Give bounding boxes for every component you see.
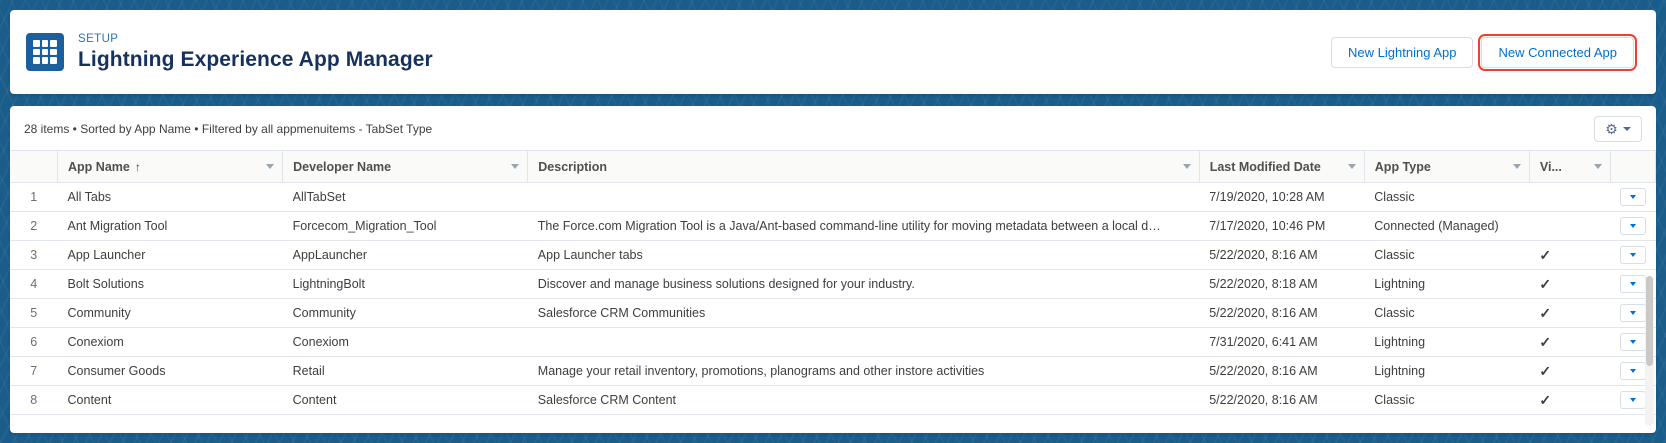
table-row[interactable] xyxy=(10,270,1656,299)
table-row[interactable] xyxy=(10,386,1656,415)
sort-ascending-icon: ↑ xyxy=(134,159,141,174)
cell-app-name: App Launcher xyxy=(58,241,283,270)
cell-visible xyxy=(1529,357,1610,386)
cell-row-actions xyxy=(1610,212,1655,241)
cell-last-modified-date: 5/22/2020, 8:18 AM xyxy=(1199,270,1364,299)
check-icon: ✓ xyxy=(1539,275,1552,292)
chevron-down-icon[interactable] xyxy=(511,164,519,169)
chevron-down-icon[interactable] xyxy=(1183,164,1191,169)
cell-description: Salesforce CRM Content xyxy=(528,386,1199,415)
cell-visible xyxy=(1529,299,1610,328)
cell-last-modified-date: 5/22/2020, 8:16 AM xyxy=(1199,299,1364,328)
cell-visible xyxy=(1529,328,1610,357)
column-header-row-number xyxy=(10,151,58,183)
column-header-developer-name-label: Developer Name xyxy=(293,159,392,174)
column-header-visible[interactable] xyxy=(1529,151,1610,183)
header-titles xyxy=(78,33,433,72)
gear-icon: ⚙ xyxy=(1605,121,1618,137)
new-connected-app-button[interactable]: New Connected App xyxy=(1481,37,1634,68)
cell-description: Discover and manage business solutions designed for your industry. xyxy=(528,270,1199,299)
chevron-down-icon xyxy=(1630,398,1636,402)
cell-description: App Launcher tabs xyxy=(528,241,1199,270)
cell-row-actions xyxy=(1610,183,1655,212)
cell-app-name: All Tabs xyxy=(58,183,283,212)
row-actions-button[interactable] xyxy=(1620,391,1646,409)
cell-visible xyxy=(1529,241,1610,270)
cell-app-type: Classic xyxy=(1364,241,1529,270)
chevron-down-icon xyxy=(1630,311,1636,315)
cell-description: Salesforce CRM Communities xyxy=(528,299,1199,328)
chevron-down-icon[interactable] xyxy=(1594,164,1602,169)
chevron-down-icon[interactable] xyxy=(1348,164,1356,169)
check-icon: ✓ xyxy=(1539,246,1552,263)
cell-developer-name: Content xyxy=(283,386,528,415)
table-header xyxy=(10,151,1656,183)
cell-description: The Force.com Migration Tool is a Java/Ant-based command-line utility for moving metadata between a local d… xyxy=(528,212,1199,241)
row-number: 5 xyxy=(10,299,58,328)
cell-visible xyxy=(1529,270,1610,299)
chevron-down-icon xyxy=(1623,127,1631,131)
cell-last-modified-date: 5/22/2020, 8:16 AM xyxy=(1199,357,1364,386)
cell-app-type: Classic xyxy=(1364,386,1529,415)
chevron-down-icon xyxy=(1630,369,1636,373)
column-header-row-actions xyxy=(1610,151,1655,183)
app-table xyxy=(10,150,1656,415)
cell-developer-name: AllTabSet xyxy=(283,183,528,212)
list-meta-text: 28 items • Sorted by App Name • Filtered by all appmenuitems - TabSet Type xyxy=(24,122,433,136)
column-header-app-name-label: App Name xyxy=(68,159,130,174)
cell-description: Manage your retail inventory, promotions, planograms and other instore activities xyxy=(528,357,1199,386)
table-row[interactable] xyxy=(10,212,1656,241)
cell-last-modified-date: 7/31/2020, 6:41 AM xyxy=(1199,328,1364,357)
chevron-down-icon[interactable] xyxy=(1513,164,1521,169)
row-number: 3 xyxy=(10,241,58,270)
cell-developer-name: Community xyxy=(283,299,528,328)
column-header-description[interactable] xyxy=(528,151,1199,183)
cell-app-name: Community xyxy=(58,299,283,328)
row-actions-button[interactable] xyxy=(1620,188,1646,206)
cell-app-name: Consumer Goods xyxy=(58,357,283,386)
table-row[interactable] xyxy=(10,328,1656,357)
chevron-down-icon xyxy=(1630,340,1636,344)
check-icon: ✓ xyxy=(1539,304,1552,321)
cell-app-name: Ant Migration Tool xyxy=(58,212,283,241)
cell-last-modified-date: 7/17/2020, 10:46 PM xyxy=(1199,212,1364,241)
row-actions-button[interactable] xyxy=(1620,275,1646,293)
cell-row-actions xyxy=(1610,241,1655,270)
row-number: 8 xyxy=(10,386,58,415)
row-number: 6 xyxy=(10,328,58,357)
cell-app-type: Lightning xyxy=(1364,270,1529,299)
cell-visible xyxy=(1529,183,1610,212)
column-header-developer-name[interactable] xyxy=(283,151,528,183)
row-number: 2 xyxy=(10,212,58,241)
cell-description xyxy=(528,183,1199,212)
cell-developer-name: Retail xyxy=(283,357,528,386)
new-lightning-app-button[interactable]: New Lightning App xyxy=(1331,37,1473,68)
scrollbar-thumb[interactable] xyxy=(1646,276,1653,366)
column-header-description-label: Description xyxy=(538,159,608,174)
row-number: 4 xyxy=(10,270,58,299)
cell-developer-name: Forcecom_Migration_Tool xyxy=(283,212,528,241)
chevron-down-icon xyxy=(1630,224,1636,228)
page-title: Lightning Experience App Manager xyxy=(78,48,433,72)
row-number: 1 xyxy=(10,183,58,212)
row-number: 7 xyxy=(10,357,58,386)
vertical-scrollbar[interactable] xyxy=(1645,276,1654,426)
cell-last-modified-date: 5/22/2020, 8:16 AM xyxy=(1199,241,1364,270)
table-row[interactable] xyxy=(10,183,1656,212)
cell-app-name: Conexiom xyxy=(58,328,283,357)
cell-app-type: Lightning xyxy=(1364,328,1529,357)
list-meta-row xyxy=(10,106,1656,150)
cell-app-name: Content xyxy=(58,386,283,415)
column-header-last-modified-date[interactable] xyxy=(1199,151,1364,183)
breadcrumb: SETUP xyxy=(78,32,119,45)
chevron-down-icon xyxy=(1630,253,1636,257)
table-body xyxy=(10,183,1656,415)
column-header-visible-label: Vi... xyxy=(1539,159,1562,174)
cell-visible xyxy=(1529,386,1610,415)
list-view-controls-button[interactable] xyxy=(1594,116,1642,142)
row-actions-button[interactable] xyxy=(1620,333,1646,351)
cell-developer-name: Conexiom xyxy=(283,328,528,357)
table-row[interactable] xyxy=(10,357,1656,386)
table-row[interactable] xyxy=(10,299,1656,328)
table-row[interactable] xyxy=(10,241,1656,270)
cell-visible xyxy=(1529,212,1610,241)
cell-last-modified-date: 7/19/2020, 10:28 AM xyxy=(1199,183,1364,212)
page-header xyxy=(10,10,1656,94)
chevron-down-icon xyxy=(1630,282,1636,286)
column-header-app-type[interactable] xyxy=(1364,151,1529,183)
app-list-card xyxy=(10,106,1656,433)
cell-app-type: Classic xyxy=(1364,299,1529,328)
check-icon: ✓ xyxy=(1539,333,1552,350)
row-actions-button[interactable] xyxy=(1620,304,1646,322)
column-header-app-name[interactable] xyxy=(58,151,283,183)
cell-developer-name: LightningBolt xyxy=(283,270,528,299)
column-header-last-modified-date-label: Last Modified Date xyxy=(1209,159,1321,174)
column-header-app-type-label: App Type xyxy=(1374,159,1431,174)
header-actions xyxy=(1331,37,1640,68)
check-icon: ✓ xyxy=(1539,362,1552,379)
cell-last-modified-date: 5/22/2020, 8:16 AM xyxy=(1199,386,1364,415)
cell-app-type: Classic xyxy=(1364,183,1529,212)
cell-developer-name: AppLauncher xyxy=(283,241,528,270)
cell-app-type: Connected (Managed) xyxy=(1364,212,1529,241)
app-grid-icon xyxy=(26,33,64,71)
chevron-down-icon[interactable] xyxy=(266,164,274,169)
cell-app-type: Lightning xyxy=(1364,357,1529,386)
chevron-down-icon xyxy=(1630,195,1636,199)
row-actions-button[interactable] xyxy=(1620,217,1646,235)
row-actions-button[interactable] xyxy=(1620,362,1646,380)
row-actions-button[interactable] xyxy=(1620,246,1646,264)
check-icon: ✓ xyxy=(1539,391,1552,408)
cell-app-name: Bolt Solutions xyxy=(58,270,283,299)
cell-description xyxy=(528,328,1199,357)
